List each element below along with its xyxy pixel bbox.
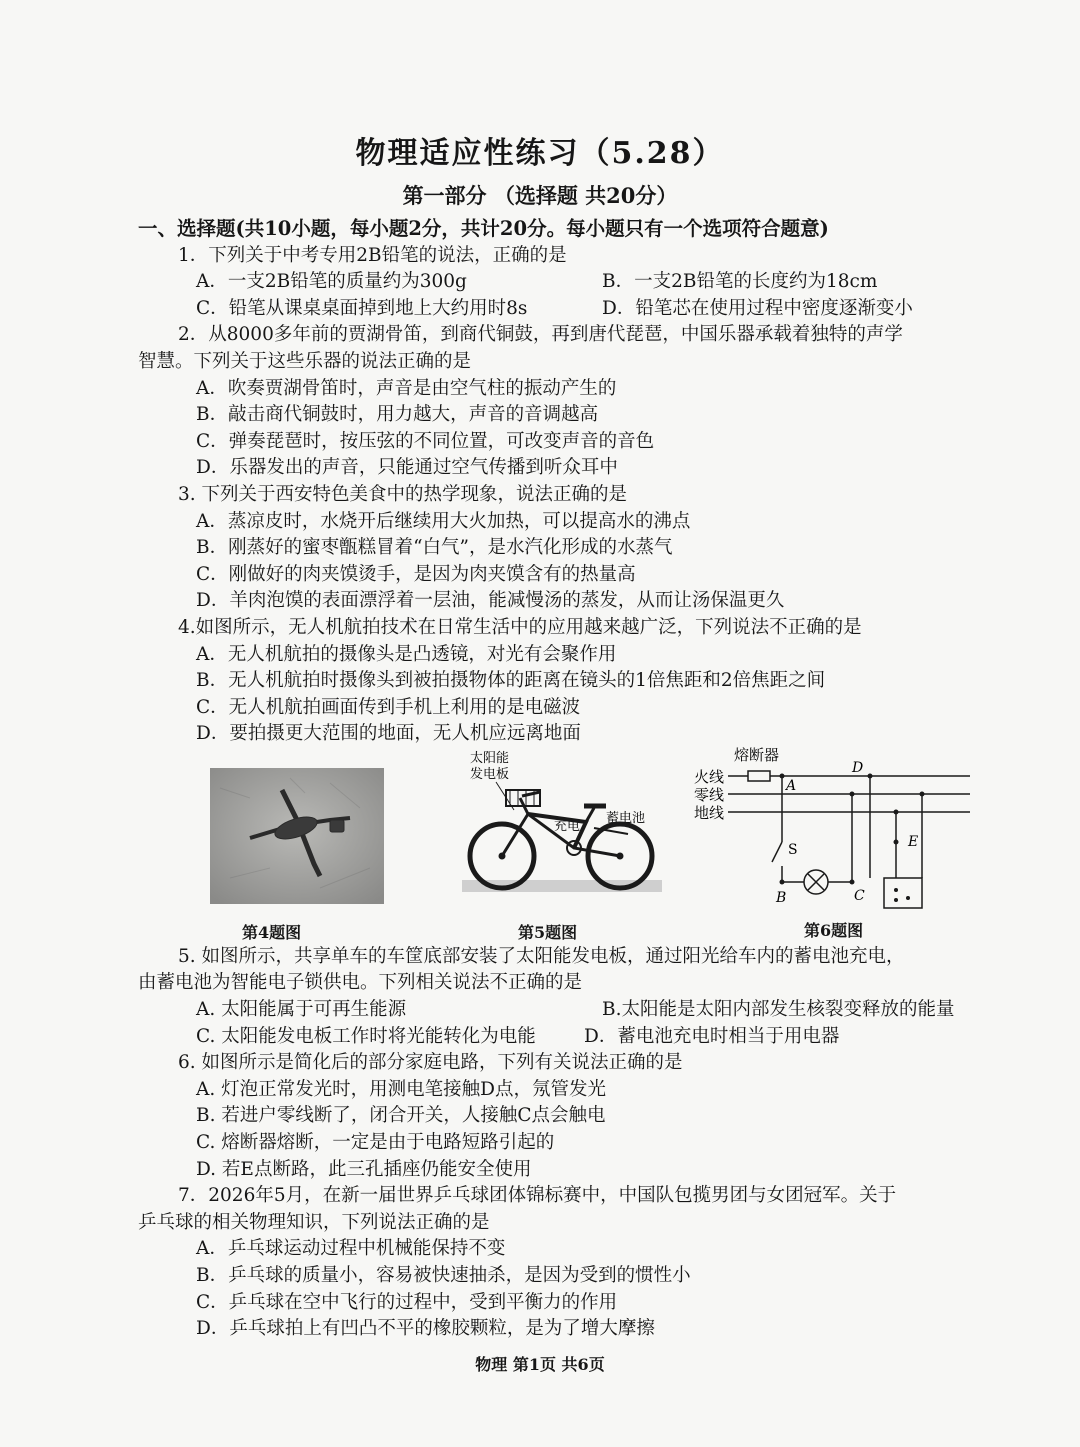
label-live: 火线: [694, 767, 725, 786]
point-a: A: [786, 777, 797, 794]
q4-option-b: B．无人机航拍时摄像头到被拍摄物体的距离在镜头的1倍焦距和2倍焦距之间: [196, 670, 826, 692]
circuit-diagram: [686, 742, 976, 912]
q7-stem-line1: 7．2026年5月，在新一届世界乒乓球团体锦标赛中，中国队包揽男团与女团冠军。关于: [178, 1185, 897, 1207]
q6-option-b: B. 若进户零线断了，闭合开关，人接触C点会触电: [196, 1105, 606, 1127]
q2-option-b: B．敲击商代铜鼓时，用力越大，声音的音调越高: [196, 404, 599, 426]
q6-option-c: C. 熔断器熔断，一定是由于电路短路引起的: [196, 1132, 555, 1154]
q4-option-a: A．无人机航拍的摄像头是凸透镜，对光有会聚作用: [196, 643, 617, 665]
q4-option-d: D．要拍摄更大范围的地面，无人机应远离地面: [196, 723, 581, 745]
label-fuse: 熔断器: [734, 745, 780, 764]
q5-option-c: C. 太阳能发电板工作时将光能转化为电能: [196, 1025, 536, 1047]
section-heading: 一、选择题(共10小题，每小题2分，共计20分。每小题只有一个选项符合题意): [138, 217, 829, 240]
label-ground: 地线: [694, 803, 725, 822]
point-d: D: [852, 759, 864, 776]
label-switch: S: [788, 841, 798, 858]
page-title: 物理适应性练习（5.28）: [355, 136, 725, 171]
q5-stem-line1: 5. 如图所示，共享单车的车筐底部安装了太阳能发电板，通过阳光给车内的蓄电池充电，: [178, 945, 905, 967]
q3-option-c: C．刚做好的肉夹馍烫手，是因为肉夹馍含有的热量高: [196, 563, 636, 585]
label-panel: 发电板: [470, 766, 510, 782]
q2-stem-line1: 2．从8000多年前的贾湖骨笛，到商代铜鼓，再到唐代琵琶，中国乐器承载着独特的声学: [178, 324, 903, 346]
socket-icon: [884, 878, 922, 908]
q3-option-d: D．羊肉泡馍的表面漂浮着一层油，能减慢汤的蒸发，从而让汤保温更久: [196, 590, 785, 612]
q1-options-ab: [138, 269, 978, 296]
q6-option-a: A. 灯泡正常发光时，用测电笔接触D点，氖管发光: [196, 1078, 606, 1100]
drone-photo: [210, 768, 384, 904]
q2-option-a: A．吹奏贾湖骨笛时，声音是由空气柱的振动产生的: [196, 377, 617, 399]
q7-option-d: D．乒乓球拍上有凹凸不平的橡胶颗粒，是为了增大摩擦: [196, 1318, 655, 1340]
q5-stem-line2: 由蓄电池为智能电子锁供电。下列相关说法不正确的是: [138, 972, 583, 994]
q7-option-c: C．乒乓球在空中飞行的过程中，受到平衡力的作用: [196, 1291, 618, 1313]
q1-option-d: D．铅笔芯在使用过程中密度逐渐变小: [602, 297, 913, 319]
fig6-caption: 第6题图: [804, 920, 864, 940]
bicycle-icon: [470, 790, 652, 888]
q5-options-ab: [138, 997, 978, 1024]
fig5-caption: 第5题图: [518, 922, 578, 942]
fuse-icon: [748, 771, 770, 781]
bicycle-figure: [456, 744, 668, 914]
page-footer: 物理 第1页 共6页: [475, 1355, 605, 1374]
q3-option-b: B．刚蒸好的蜜枣甑糕冒着“白气”，是水汽化形成的水蒸气: [196, 537, 673, 559]
switch-icon: [772, 842, 782, 862]
q2-option-c: C．弹奏琵琶时，按压弦的不同位置，可改变声音的音色: [196, 430, 655, 452]
q1-option-b: B．一支2B铅笔的长度约为18cm: [602, 271, 878, 293]
q2-option-d: D．乐器发出的声音，只能通过空气传播到听众耳中: [196, 457, 618, 479]
q1-options-cd: [138, 296, 978, 323]
q5-option-d: D．蓄电池充电时相当于用电器: [584, 1025, 840, 1047]
q1-option-c: C．铅笔从课桌桌面掉到地上大约用时8s: [196, 297, 528, 319]
q7-option-b: B．乒乓球的质量小，容易被快速抽杀，是因为受到的惯性小: [196, 1265, 691, 1286]
point-e: E: [908, 833, 919, 850]
label-battery: 蓄电池: [606, 810, 646, 826]
label-charge: 充电: [554, 818, 581, 834]
q6-option-d: D. 若E点断路，此三孔插座仍能安全使用: [196, 1158, 532, 1180]
q3-stem: 3. 下列关于西安特色美食中的热学现象，说法正确的是: [178, 483, 628, 505]
q5-option-b: B.太阳能是太阳内部发生核裂变释放的能量: [602, 999, 955, 1021]
label-neutral: 零线: [694, 785, 725, 804]
label-solar: 太阳能: [470, 750, 510, 766]
q7-option-a: A．乒乓球运动过程中机械能保持不变: [196, 1238, 506, 1260]
q3-option-a: A．蒸凉皮时，水烧开后继续用大火加热，可以提高水的沸点: [196, 510, 691, 532]
questions: [138, 216, 978, 1343]
fig4-caption: 第4题图: [242, 922, 302, 942]
figures-row: [138, 745, 978, 944]
q2-stem-line2: 智慧。下列关于这些乐器的说法正确的是: [138, 350, 472, 372]
q4-stem: 4.如图所示，无人机航拍技术在日常生活中的应用越来越广泛，下列说法不正确的是: [178, 616, 862, 638]
point-b: B: [776, 889, 787, 906]
part-heading: 第一部分 （选择题 共20分）: [402, 183, 678, 208]
q7-stem-line2: 乒乓球的相关物理知识，下列说法正确的是: [138, 1211, 490, 1233]
q5-options-cd: [138, 1024, 978, 1051]
q1-option-a: A．一支2B铅笔的质量约为300g: [196, 271, 467, 293]
q1-stem: 1．下列关于中考专用2B铅笔的说法，正确的是: [178, 244, 567, 266]
q5-option-a: A. 太阳能属于可再生能源: [196, 999, 407, 1021]
q4-option-c: C．无人机航拍画面传到手机上利用的是电磁波: [196, 696, 581, 718]
q6-stem: 6. 如图所示是简化后的部分家庭电路，下列有关说法正确的是: [178, 1052, 683, 1074]
point-c: C: [854, 887, 865, 904]
